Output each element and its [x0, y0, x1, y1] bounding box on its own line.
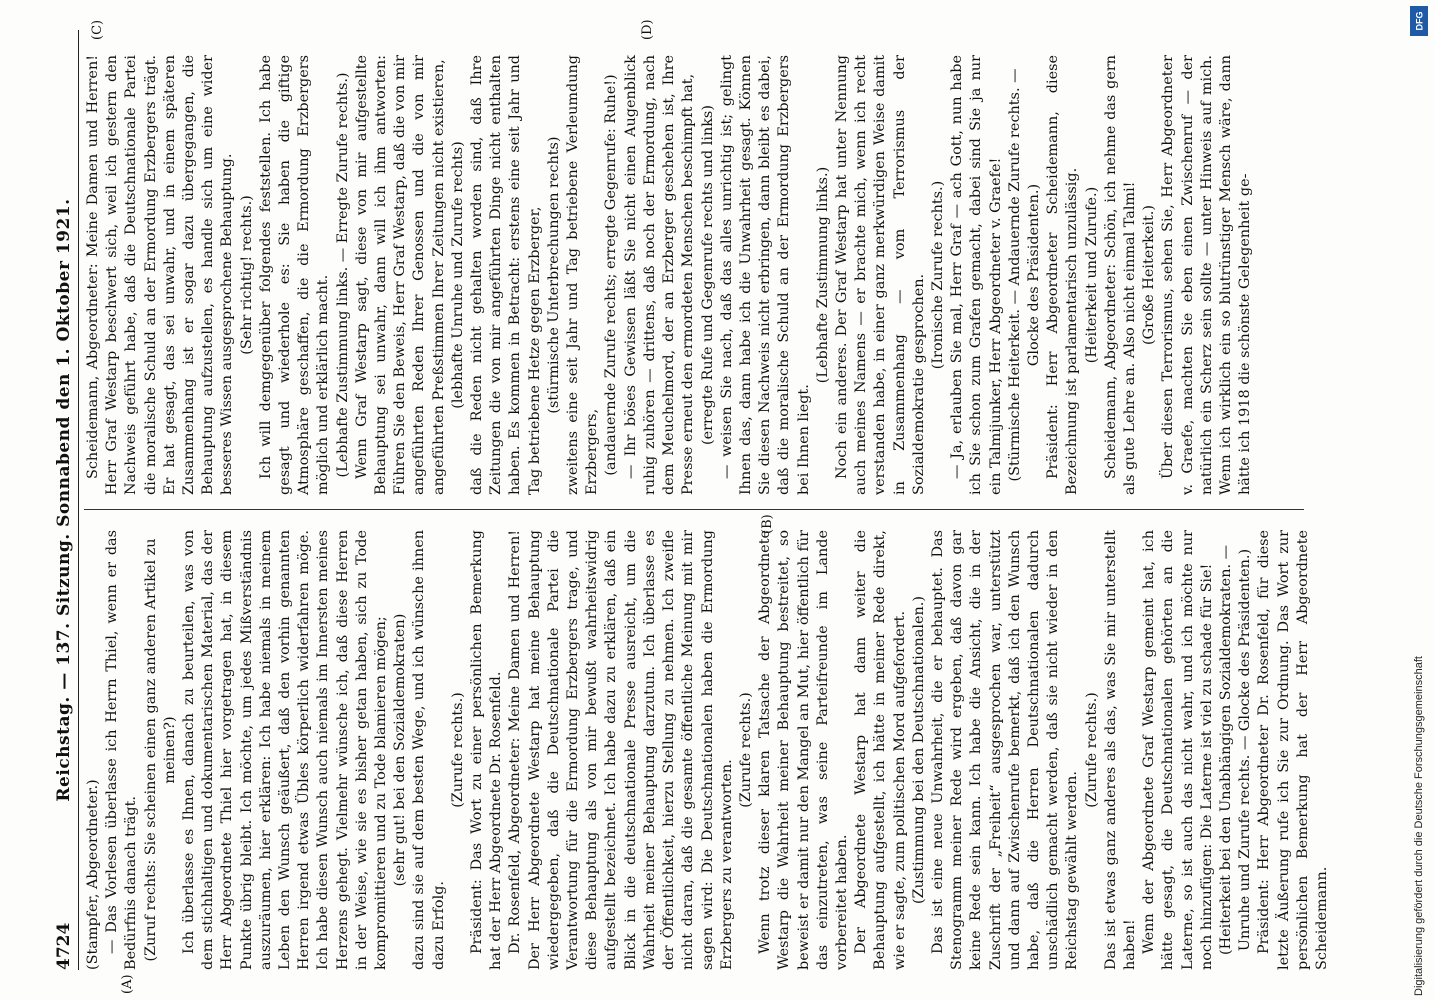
- paragraph: (Zurufe rechts.): [1083, 692, 1100, 808]
- paragraph: Präsident: Herr Abgeordneter Scheidemann, diese Bezeichnung ist parlamentarisch unzulässig.: [1045, 55, 1081, 495]
- paragraph: Wenn der Abgeordnete Graf Westarp gemeint hat, ich hätte gesagt, die Deutschnationalen gehörten an die Laterne, so ist auch das nicht wahr, und ich möchte nur noch hinzufügen: Die Laterne ist viel zu schade für Sie!: [1141, 530, 1215, 970]
- paragraph: (erregte Rufe und Gegenrufe rechts und links): [699, 105, 716, 445]
- paragraph: Präsident: Herr Abgeordneter Dr. Rosenfeld, für diese letzte Äußerung rufe ich Sie zur Ordnung. Das Wort zur persönlichen Bemerkung hat der Herr Abgeordnete Scheidemann.: [1256, 530, 1330, 970]
- page-title: Reichstag. — 137. Sitzung. Sonnabend den 1. Oktober 1921.: [54, 198, 74, 802]
- margin-mark-b: (B): [760, 514, 775, 534]
- page-number: 4724: [54, 922, 74, 970]
- column-divider: [84, 509, 1304, 510]
- paragraph: Das ist eine neue Unwahrheit, die er behauptet. Das Stenogramm meiner Rede wird ergeben, daß davon gar keine Rede sein kann. Ich habe die Ansicht, die in der Zuschrift der „Freiheit“ ausgesprochen war, unterstützt und dann auf Zwischenrufe bemerkt, daß ich den Wunsch habe, daß die Herren Deutschnationalen dadurch unschädlich gemacht werden, daß sie nicht wieder in den Reichstag gewählt werden.: [929, 530, 1081, 970]
- paragraph: — Ihr böses Gewissen läßt Sie nicht einen Augenblick ruhig zuhören — drittens, daß noch der Ermordung, nach dem Meuchelmord, der an Erzberger geschehen ist, Ihre Presse erneut den ermordeten Menschen beschimpft hat,: [622, 55, 697, 495]
- paragraph: (Sehr richtig! rechts.): [238, 195, 255, 355]
- paragraph: — Ja, erlauben Sie mal, Herr Graf — ach Gott, nun habe ich Sie schon zum Grafen gemacht, dabei sind Sie ja nur ein Talmijunker, Herr Abgeordneter v. Graefe!: [949, 55, 1004, 495]
- margin-mark-d: (D): [640, 19, 655, 40]
- paragraph: dazu sind sie auf dem besten Wege, und ich wünsche ihnen dazu Erfolg.: [411, 530, 447, 970]
- dfg-logo: [1410, 6, 1428, 36]
- page-header: [48, 30, 79, 970]
- paragraph: (Zuruf rechts: Sie scheinen einen ganz anderen Artikel zu meinen?): [142, 538, 178, 962]
- paragraph: Scheidemann, Abgeordneter: Meine Damen und Herren! Herr Graf Westarp beschwert sich, weil ich gestern den Nachweis geführt habe, daß die Deutschnationale Partei die moralische Schuld an der Ermordung Erzbergers trägt. Er hat gesagt, das sei unwahr, und in einem späteren Zusammenhang ist er sogar dazu übergegangen, die Behauptung aufzustellen, es handle sich um eine wider besseres Wissen ausgesprochene Behauptung.: [85, 55, 236, 495]
- paragraph: Der Abgeordnete Westarp hat dann weiter die Behauptung aufgestellt, ich hätte in meiner Rede direkt, wie er sagte, zum politischen Mord aufgefordert.: [853, 530, 908, 970]
- paragraph: Über diesen Terrorismus, sehen Sie, Herr Abgeordneter v. Graefe, machten Sie eben einen Zwischenruf — der natürlich ein Scherz sein sollte — unter Hinweis auf mich. Wenn ich wirklich ein so blutrünstiger Mensch wäre, dann hätte ich 1918 die schönste Gelegenheit ge-: [1160, 55, 1254, 495]
- paragraph: (Große Heiterkeit.): [1141, 205, 1158, 346]
- paragraph: — Das Vorlesen überlasse ich Herrn Thiel, wenn er das Bedürfnis danach trägt.: [104, 530, 140, 970]
- paragraph: (lebhafte Unruhe und Zurufe rechts): [449, 141, 466, 409]
- paragraph: Präsident: Das Wort zu einer persönlichen Bemerkung hat der Herr Abgeordnete Dr. Rosenfeld.: [469, 530, 505, 970]
- paragraph: (Lebhafte Zustimmung links. — Erregte Zurufe rechts.): [334, 72, 351, 478]
- paragraph: Scheidemann, Abgeordneter: Schön, ich nehme das gern als gute Lehre an. Also nicht einmal Talmi!: [1102, 55, 1138, 495]
- paragraph: Dr. Rosenfeld, Abgeordneter: Meine Damen und Herren! Der Herr Abgeordnete Westarp hat meine Behauptung wiedergegeben, daß die Deutschnationale Partei die Verantwortung für die Ermordung Erzbergers trage, und diese Behauptung als von mir bewußt wahrheitswidrig aufgestellt bezeichnet. Ich habe dazu zu erklären, daß ein Blick in die deutschnationale Presse ausreicht, um die Wahrheit meiner Behauptung darzutun. Ich überlasse es der Öffentlichkeit, hierzu Stellung zu nehmen. Ich zweifle nicht daran, daß die gesamte öffentliche Meinung mit mir sagen wird: Die Deutschnationalen haben die Ermordung Erzbergers zu verantworten.: [507, 530, 735, 970]
- dfg-logo-text: DFG: [1414, 11, 1424, 31]
- paragraph: (sehr gut! bei den Sozialdemokraten): [392, 613, 409, 887]
- paragraph: Ich will demgegenüber folgendes feststellen. Ich habe gesagt und wiederhole es: Sie haben die giftige Atmosphäre geschaffen, die die Ermordung Erzbergers möglich und erklärlich macht.: [257, 55, 332, 495]
- paragraph: (stürmische Unterbrechungen rechts): [545, 136, 562, 414]
- paragraph: daß die Reden nicht gehalten worden sind, daß Ihre Zeitungen die von mir angeführten Dinge nicht enthalten haben. Es kommen in Betracht: erstens eine seit Jahr und Tag betriebene Hetze gegen Erzberger,: [469, 55, 543, 495]
- credit-strip: [1408, 6, 1430, 996]
- paragraph: (Stürmische Heiterkeit. — Andauernde Zurufe rechts. — Glocke des Präsidenten.): [1006, 68, 1042, 482]
- margin-mark-a: (A): [120, 974, 135, 994]
- paragraph: Wenn trotz dieser klaren Tatsache der Abgeordnete Westarp die Wahrheit meiner Behauptung bestreitet, so beweist er damit nur den Mangel an Mut, hier öffentlich für das einzutreten, was seine Parteifreunde im Lande vorbereitet haben.: [757, 530, 850, 970]
- paragraph: (Ironische Zurufe rechts.): [929, 180, 946, 370]
- paragraph: (Zurufe rechts.): [737, 692, 754, 808]
- paragraph: (Heiterkeit bei den Unabhängigen Sozialdemokraten. — Unruhe und Zurufe rechts. — Glocke des Präsidenten.): [1217, 544, 1254, 956]
- text-column-right: [84, 55, 1255, 495]
- paragraph: Das ist etwas ganz anderes als das, was Sie mir unterstellt haben!: [1102, 530, 1138, 970]
- paragraph: Noch ein anderes. Der Graf Westarp hat unter Nennung auch meines Namens — er brachte mich, wenn ich recht verstanden habe, in einer ganz merkwürdigen Weise damit in Zusammenhang — vom Terrorismus der Sozialdemokratie gesprochen.: [833, 55, 927, 495]
- paragraph: (Heiterkeit und Zurufe.): [1083, 186, 1100, 364]
- paragraph: (Zurufe rechts.): [449, 692, 466, 808]
- paragraph: — weisen Sie nach, daß das alles unrichtig ist; gelingt Ihnen das, dann habe ich die Unwahrheit gesagt. Können Sie diesen Nachweis nicht erbringen, dann bleibt es dabei, daß die moralische Schuld an der Ermordung Erzbergers bei Ihnen liegt.: [718, 55, 812, 495]
- paragraph: (andauernde Zurufe rechts; erregte Gegenrufe: Ruhe!): [603, 74, 620, 476]
- text-column-left: [84, 530, 1332, 970]
- paragraph: (Zustimmung bei den Deutschnationalen.): [910, 596, 927, 904]
- credit-text: Digitalisierung gefördert durch die Deutsche Forschungsgemeinschaft: [1413, 656, 1425, 996]
- paragraph: zweitens eine seit Jahr und Tag betriebene Verleumdung Erzbergers,: [565, 55, 601, 495]
- paragraph: Wenn Graf Westarp sagt, diese von mir aufgestellte Behauptung sei unwahr, dann will ich ihm antworten: Führen Sie den Beweis, Herr Graf Westarp, daß die von mir angeführten Reden Ihrer Genossen und die von mir angeführten Preßstimmen Ihrer Zeitungen nicht existieren,: [353, 55, 447, 495]
- paragraph: Ich überlasse es Ihnen, danach zu beurteilen, was von dem stichhaltigen und dokumentarischen Material, das der Herr Abgeordnete Thiel hier vorgetragen hat, in diesem Punkte übrig bleibt. Ich möchte, um jedes Mißverständnis auszuräumen, hier erklären: Ich habe niemals in meinem Leben den Wunsch geäußert, daß den vorhin genannten Herren irgend etwas Übles körperlich widerfahren möge. Ich habe diesen Wunsch auch niemals im Innersten meines Herzens gehegt. Vielmehr wünsche ich, daß diese Herren in der Weise, wie sie es bisher getan haben, sich zu Tode kompromittieren und zu Tode blamieren mögen;: [181, 530, 390, 970]
- paragraph: (Lebhafte Zustimmung links.): [814, 166, 831, 384]
- margin-mark-c: (C): [90, 19, 105, 40]
- paragraph: (Stampfer, Abgeordneter.): [85, 779, 101, 970]
